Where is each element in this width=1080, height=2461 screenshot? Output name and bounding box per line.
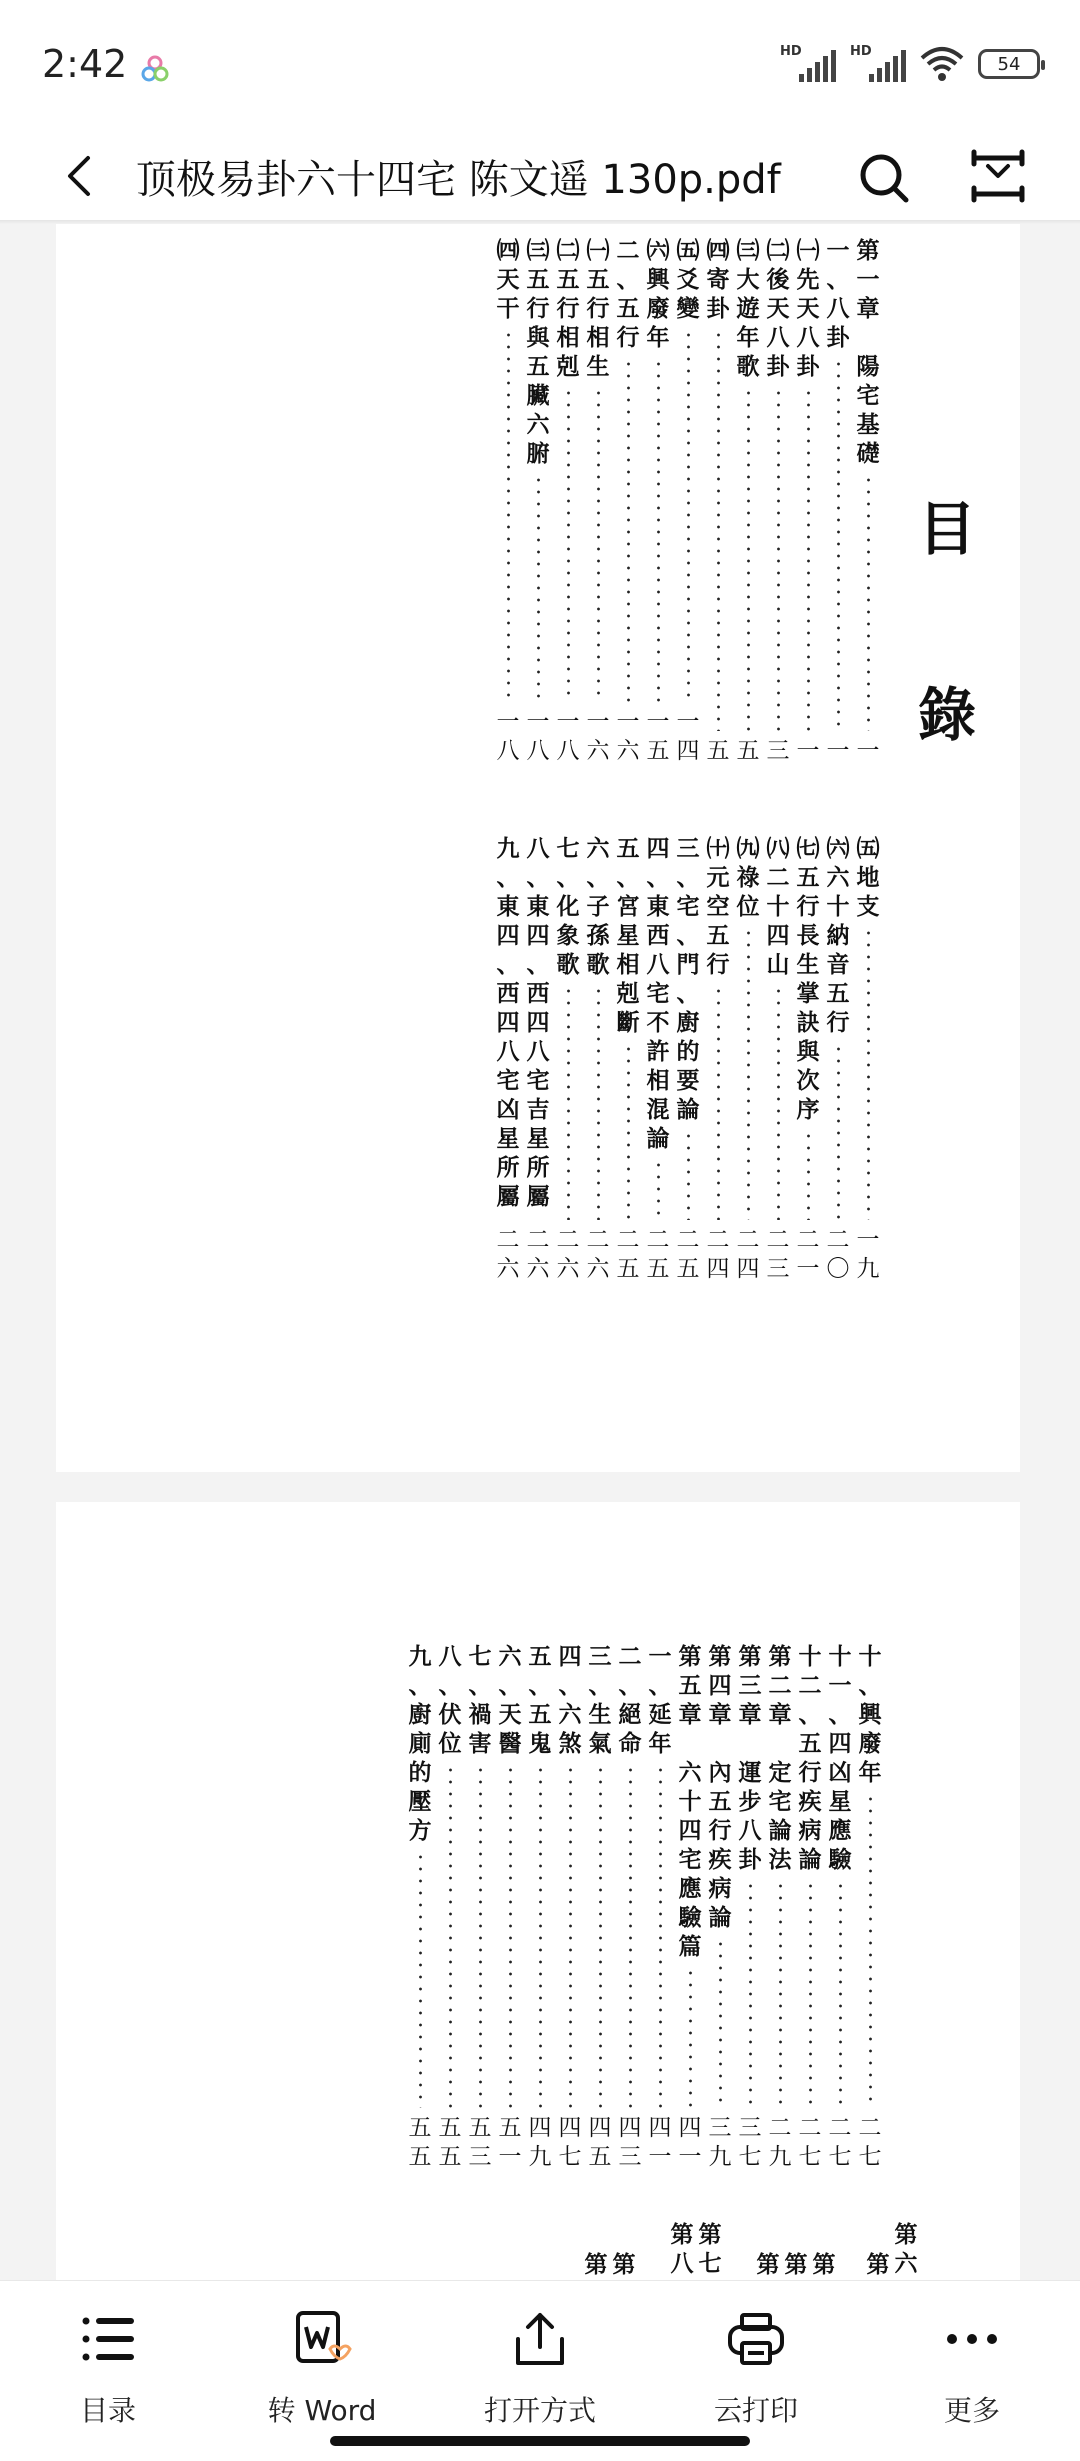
signal-icon	[780, 44, 836, 84]
toc-entry[interactable]	[524, 834, 552, 1284]
toc-entry-label: 十 二 、 五 行 疾 病 論	[798, 1643, 822, 1873]
toc-entry-label: 七 、 禍 害	[468, 1643, 492, 1757]
toc-partial-entry: 第 六	[894, 2221, 918, 2277]
toc-title-char: 目	[918, 495, 977, 563]
toc-leader-dots	[627, 358, 630, 702]
toc-entry-label: ㈠ 先 天 八 卦	[796, 237, 820, 380]
toc-entry[interactable]	[406, 1642, 434, 2172]
toc-leader-dots	[537, 1217, 540, 1220]
convert-word-label: 转 Word	[267, 2394, 377, 2427]
document-toolbar	[0, 130, 1080, 220]
toc-entry-page: 一 五	[646, 709, 670, 764]
toc-entry[interactable]	[614, 834, 642, 1284]
toc-leader-dots	[449, 1764, 452, 2108]
toc-entry-label: ㈩ 元 空 五 行	[706, 835, 730, 978]
toc-entry-page: 二 一	[796, 1227, 820, 1282]
toc-entry-label: ㈥ 六 十 納 音 五 行	[826, 835, 850, 1036]
toc-partial-entry: 第 八	[670, 2221, 694, 2277]
toc-leader-dots	[687, 329, 690, 702]
toc-entry-page: 一 九	[856, 1227, 880, 1282]
toc-entry-page: 五 五	[438, 2115, 462, 2170]
toc-entry-label: ㈡ 五 行 相 剋	[556, 237, 580, 380]
toc-entry[interactable]	[496, 1642, 524, 2172]
toc-entry-page: 三 九	[708, 2115, 732, 2170]
toc-entry[interactable]	[734, 834, 762, 1284]
toc-entry-label: 五 、 宮 星 相 剋 斷	[616, 835, 640, 1036]
toc-partial-entry: 第	[612, 2251, 636, 2278]
toc-entry-page: 四 五	[588, 2115, 612, 2170]
toc-entry[interactable]	[466, 1642, 494, 2172]
search-icon[interactable]	[856, 150, 912, 206]
toc-leader-dots	[779, 1880, 782, 2108]
toc-leader-dots	[867, 474, 870, 731]
cloud-print-label: 云打印	[713, 2394, 798, 2427]
toc-entry-label: ㈤ 爻 變	[676, 237, 700, 322]
toc-entry[interactable]	[704, 236, 732, 766]
toc-entry[interactable]	[794, 834, 822, 1284]
more-icon	[942, 2309, 1002, 2369]
toc-entry[interactable]	[616, 1642, 644, 2172]
toc-entry-label: 一 、 延 年	[648, 1643, 672, 1757]
toc-entry-label: ㈧ 二 十 四 山	[766, 835, 790, 978]
toc-leader-dots	[419, 1851, 422, 2108]
toc-entry[interactable]	[614, 236, 642, 766]
toc-entry[interactable]	[674, 236, 702, 766]
toc-partial-entry: 第	[866, 2251, 890, 2278]
toc-button-label: 目录	[79, 2394, 136, 2427]
more-button[interactable]	[872, 2281, 1072, 2431]
toc-entry-page: 三 七	[738, 2115, 762, 2170]
toc-leader-dots	[717, 329, 720, 731]
toc-leader-dots	[479, 1764, 482, 2108]
toc-entry-label: 八 、 東 四 、 西 四 八 宅 吉 星 所 屬	[526, 835, 550, 1210]
toc-entry-label: 九 、 東 四 、 西 四 八 宅 凶 星 所 屬	[496, 835, 520, 1210]
toc-chapter-entry[interactable]	[854, 236, 882, 766]
toc-button[interactable]	[8, 2281, 208, 2431]
toc-entry[interactable]	[526, 1642, 554, 2172]
document-title: 顶极易卦六十四宅 陈文遥 130p.pdf	[136, 157, 781, 203]
toc-leader-dots	[507, 329, 510, 702]
toc-entry-label: 二 、 五 行	[616, 237, 640, 351]
toc-entry-label: 九 、 廚 廁 的 壓 方	[408, 1643, 432, 1844]
toc-leader-dots	[507, 1217, 510, 1220]
toc-entry-page: 二 〇	[826, 1227, 850, 1282]
toc-leader-dots	[837, 1043, 840, 1220]
toc-entry-page: 二 七	[828, 2115, 852, 2170]
toc-entry-label: 二 、 絕 命	[618, 1643, 642, 1757]
open-with-button[interactable]	[440, 2281, 640, 2431]
toc-leader-dots	[777, 985, 780, 1220]
toc-entry[interactable]	[524, 236, 552, 766]
toc-entry-page: 一	[826, 738, 850, 764]
toc-entry-label: ㈢ 五 行 與 五 臟 六 腑	[526, 237, 550, 467]
toc-entry[interactable]	[826, 1642, 854, 2172]
toc-entry-label: 十 、 興 廢 年	[858, 1643, 882, 1786]
toc-entry-page: 二 四	[736, 1227, 760, 1282]
toc-entry-label: ㈢ 大 遊 年 歌	[736, 237, 760, 380]
battery-icon: 54	[978, 49, 1040, 79]
toc-entry-page: 四 三	[618, 2115, 642, 2170]
convert-word-button[interactable]	[222, 2281, 422, 2431]
app-notification-icon	[140, 54, 170, 84]
toc-entry-page: 五	[736, 738, 760, 764]
toc-entry-page: 五 三	[468, 2115, 492, 2170]
pdf-page[interactable]	[56, 224, 1020, 1472]
toc-leader-dots	[747, 387, 750, 731]
cloud-print-button[interactable]	[656, 2281, 856, 2431]
toc-entry-label: ㈣ 天 干	[496, 237, 520, 322]
toc-leader-dots	[597, 985, 600, 1220]
convert-word-icon	[292, 2309, 352, 2369]
toc-entry-label: ㈠ 五 行 相 生	[586, 237, 610, 380]
toc-partial-entry: 第 七	[698, 2221, 722, 2277]
share-icon	[510, 2309, 570, 2369]
toc-entry-page: 一 四	[676, 709, 700, 764]
toc-leader-dots	[687, 1130, 690, 1220]
toc-entry-page: 一 八	[496, 709, 520, 764]
toc-leader-dots	[537, 474, 540, 702]
toc-entry-label: ㈦ 五 行 長 生 掌 訣 與 次 序	[796, 835, 820, 1123]
toc-entry-page: 五 一	[498, 2115, 522, 2170]
toc-entry-label: 第 一 章 陽 宅 基 礎	[856, 237, 880, 467]
home-indicator	[330, 2436, 750, 2446]
toc-entry-page: 三	[766, 738, 790, 764]
toc-entry[interactable]	[674, 834, 702, 1284]
toc-leader-dots	[717, 985, 720, 1220]
toc-partial-entry: 第	[784, 2251, 808, 2278]
toc-partial-entry: 第	[756, 2251, 780, 2278]
signal-hd-label: HD	[780, 44, 802, 59]
toc-partial-entry: 第	[812, 2251, 836, 2278]
toc-entry-page: 四 一	[648, 2115, 672, 2170]
toc-entry[interactable]	[494, 834, 522, 1284]
toc-leader-dots	[569, 1764, 572, 2108]
toc-leader-dots	[837, 358, 840, 731]
toc-entry[interactable]	[644, 834, 672, 1284]
toc-entry-label: 五 、 五 鬼	[528, 1643, 552, 1757]
toc-entry-page: 一	[856, 738, 880, 764]
toc-entry-page: 一 八	[556, 709, 580, 764]
toc-entry-page: 二 五	[646, 1227, 670, 1282]
toc-chapter-entry[interactable]	[706, 1642, 734, 2172]
toc-leader-dots	[567, 985, 570, 1220]
toc-entry-label: ㈤ 地 支	[856, 835, 880, 920]
toc-entry-label: 十 一 、 四 凶 星 應 驗	[828, 1643, 852, 1873]
toc-entry-label: ㈥ 興 廢 年	[646, 237, 670, 351]
toc-leader-dots	[839, 1880, 842, 2108]
toc-entry-label: 七 、 化 象 歌	[556, 835, 580, 978]
toc-entry-page: 二 五	[616, 1227, 640, 1282]
toc-leader-dots	[807, 387, 810, 731]
toc-entry-page: 一 六	[616, 709, 640, 764]
toc-leader-dots	[749, 1880, 752, 2108]
toc-title-char: 錄	[918, 681, 977, 749]
toc-entry-label: 三 、 生 氣	[588, 1643, 612, 1757]
toc-entry[interactable]	[436, 1642, 464, 2172]
toc-entry-page: 一	[796, 738, 820, 764]
toc-entry-label: ㈣ 寄 卦	[706, 237, 730, 322]
toc-entry-label: ㈨ 祿 位	[736, 835, 760, 920]
toc-entry-page: 四 一	[678, 2115, 702, 2170]
toc-entry-page: 二 七	[798, 2115, 822, 2170]
signal-icon	[850, 44, 906, 84]
toc-entry-page: 二 七	[858, 2115, 882, 2170]
toc-entry[interactable]	[584, 236, 612, 766]
toc-leader-dots	[809, 1880, 812, 2108]
toc-entry[interactable]	[704, 834, 732, 1284]
toc-entry[interactable]	[734, 236, 762, 766]
toc-entry[interactable]	[764, 236, 792, 766]
toc-entry-label: 三 、 宅 、 門 、 廚 的 要 論	[676, 835, 700, 1123]
toc-entry-page: 二 六	[526, 1227, 550, 1282]
toc-entry-page: 二 三	[766, 1227, 790, 1282]
toc-entry[interactable]	[556, 1642, 584, 2172]
toc-partial-entry: 第	[584, 2251, 608, 2278]
more-label: 更多	[943, 2394, 1000, 2427]
toc-leader-dots	[657, 358, 660, 702]
toc-entry[interactable]	[554, 236, 582, 766]
toc-entry-label: ㈡ 後 天 八 卦	[766, 237, 790, 380]
toc-entry-page: 二 六	[496, 1227, 520, 1282]
toc-leader-dots	[599, 1764, 602, 2108]
toc-leader-dots	[747, 927, 750, 1220]
toc-leader-dots	[689, 1967, 692, 2108]
open-with-label: 打开方式	[483, 2394, 596, 2427]
toc-entry[interactable]	[824, 236, 852, 766]
expand-icon[interactable]	[970, 148, 1026, 204]
toc-entry[interactable]	[494, 236, 522, 766]
toc-entry-page: 四 七	[558, 2115, 582, 2170]
toc-entry[interactable]	[824, 834, 852, 1284]
status-bar	[0, 0, 1080, 130]
toc-leader-dots	[627, 1043, 630, 1220]
toc-chapter-entry[interactable]	[736, 1642, 764, 2172]
wifi-icon	[920, 46, 964, 82]
toc-entry-label: 八 、 伏 位	[438, 1643, 462, 1757]
toc-entry-label: 第 五 章 六 十 四 宅 應 驗 篇	[678, 1643, 702, 1960]
clock: 2:42	[42, 42, 128, 86]
toc-entry-label: 第 三 章 運 步 八 卦	[738, 1643, 762, 1873]
toc-chapter-entry[interactable]	[676, 1642, 704, 2172]
back-icon[interactable]	[56, 152, 104, 200]
toc-entry-page: 五	[706, 738, 730, 764]
toc-entry-label: 六 、 子 孫 歌	[586, 835, 610, 978]
toc-entry-page: 二 五	[676, 1227, 700, 1282]
toc-leader-dots	[719, 1938, 722, 2108]
toc-entry[interactable]	[586, 1642, 614, 2172]
toc-entry[interactable]	[854, 834, 882, 1284]
toc-entry-label: 六 、 天 醫	[498, 1643, 522, 1757]
toc-entry[interactable]	[796, 1642, 824, 2172]
toc-entry[interactable]	[646, 1642, 674, 2172]
toc-entry[interactable]	[554, 834, 582, 1284]
toc-entry-label: 第 四 章 內 五 行 疾 病 論	[708, 1643, 732, 1931]
toc-entry-label: 一 、 八 卦	[826, 237, 850, 351]
toc-leader-dots	[539, 1764, 542, 2108]
toc-leader-dots	[867, 927, 870, 1220]
pdf-page[interactable]	[56, 1502, 1020, 2282]
toc-leader-dots	[597, 387, 600, 702]
list-icon	[78, 2309, 138, 2369]
toc-entry[interactable]	[764, 834, 792, 1284]
toc-entry[interactable]	[584, 834, 612, 1284]
toc-leader-dots	[807, 1130, 810, 1220]
toc-entry[interactable]	[794, 236, 822, 766]
toc-entry-label: 第 二 章 定 宅 論 法	[768, 1643, 792, 1873]
toc-entry[interactable]	[856, 1642, 884, 2172]
printer-icon	[726, 2309, 786, 2369]
toc-entry-label: 四 、 東 西 八 宅 不 許 相 混 論	[646, 835, 670, 1152]
bottom-action-bar	[0, 2280, 1080, 2461]
toc-leader-dots	[629, 1764, 632, 2108]
toc-leader-dots	[777, 387, 780, 731]
toc-leader-dots	[659, 1764, 662, 2108]
toc-leader-dots	[567, 387, 570, 702]
toc-entry-page: 二 九	[768, 2115, 792, 2170]
toc-entry-label: 四 、 六 煞	[558, 1643, 582, 1757]
toc-chapter-entry[interactable]	[766, 1642, 794, 2172]
toc-leader-dots	[657, 1159, 660, 1220]
toc-entry-page: 一 六	[586, 709, 610, 764]
toc-leader-dots	[869, 1793, 872, 2108]
toc-entry-page: 一 八	[526, 709, 550, 764]
signal-hd-label: HD	[850, 44, 872, 59]
toc-entry-page: 二 四	[706, 1227, 730, 1282]
toc-entry-page: 二 六	[556, 1227, 580, 1282]
toc-entry-page: 二 六	[586, 1227, 610, 1282]
toc-entry[interactable]	[644, 236, 672, 766]
toc-leader-dots	[509, 1764, 512, 2108]
toc-entry-page: 五 五	[408, 2115, 432, 2170]
toc-entry-page: 四 九	[528, 2115, 552, 2170]
